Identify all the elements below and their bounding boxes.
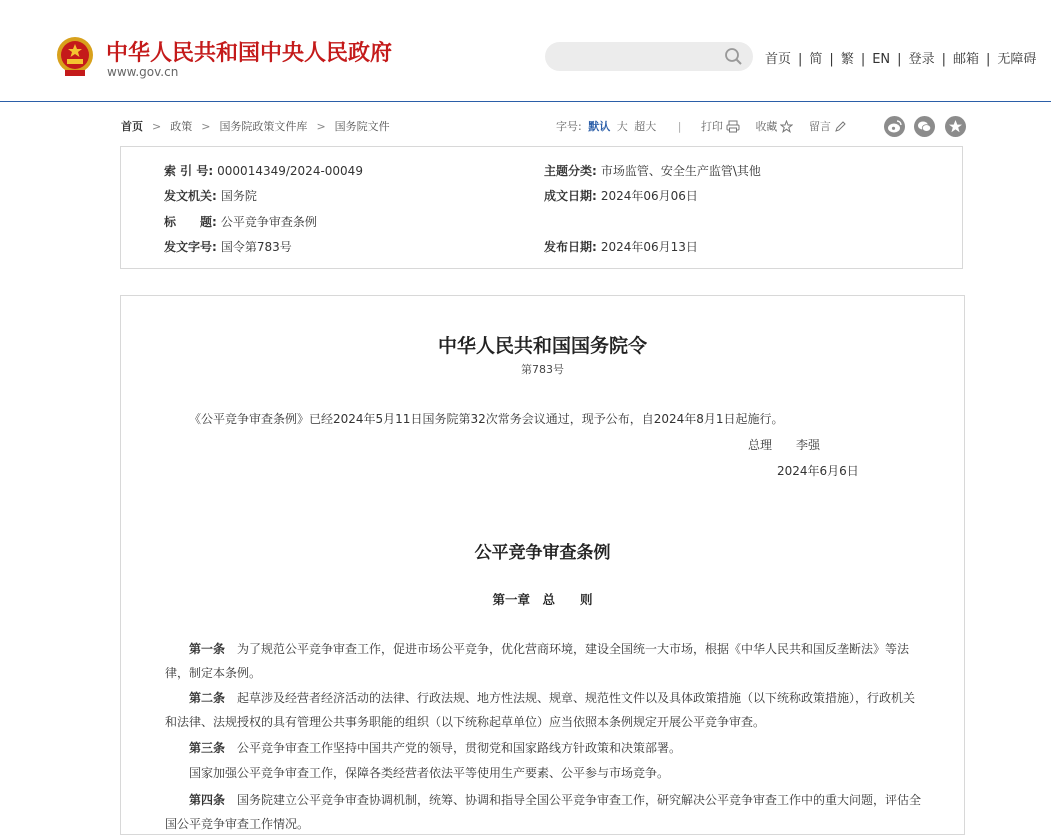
nav-separator: | [798,52,803,67]
promulgation-text: 《公平竞争审查条例》已经2024年5月11日国务院第32次常务会议通过，现予公布，自2024年8月1日起施行。 [189,412,784,426]
font-size-xlarge[interactable]: 超大 [634,120,657,133]
meta-publish-date-label: 发布日期: [544,240,597,254]
meta-issuer-label: 发文机关: [164,189,217,203]
article-text: 公平竞争审查工作坚持中国共产党的领导，贯彻党和国家路线方针政策和决策部署。 [237,741,682,755]
font-size-large[interactable]: 大 [616,120,628,133]
meta-written-date [544,187,698,204]
meta-publish-date-value: 2024年06月13日 [600,240,698,254]
article-text: 国务院建立公平竞争审查协调机制，统筹、协调和指导全国公平竞争审查工作，研究解决公平竞争审查工作中的重大问题，评估全国公平竞争审查工作情况。 [165,793,922,831]
meta-issuer [164,187,257,204]
breadcrumb-policy-library[interactable]: 国务院政策文件库 [219,120,308,133]
article-paragraph [165,736,925,760]
nav-accessibility[interactable]: 无障碍 [997,52,1037,67]
order-title: 中华人民共和国国务院令 [437,335,647,357]
signer: 总理 李强 [748,438,821,452]
regulation-title: 公平竞争审查条例 [474,543,611,563]
meta-category [544,162,761,179]
favorite-label: 收藏 [755,120,778,133]
article-paragraph [165,761,925,785]
article-paragraph [165,637,925,685]
meta-doc-number-label: 发文字号: [164,240,217,254]
nav-login[interactable]: 登录 [908,52,935,67]
chevron-right-icon: > [201,120,211,133]
nav-separator: | [897,52,902,67]
font-size-label: 字号: [556,120,582,133]
comment-button[interactable] [809,120,846,133]
nav-home[interactable]: 首页 [765,52,792,67]
breadcrumb-policy[interactable]: 政策 [170,120,193,133]
nav-separator: | [985,52,991,67]
breadcrumb-bar [0,102,1051,146]
order-number: 第783号 [521,363,564,376]
article-paragraph [165,686,925,734]
breadcrumb-home[interactable]: 首页 [121,120,143,133]
meta-title-value: 公平竞争审查条例 [220,215,317,229]
chapter-title: 第一章 总 则 [492,592,593,607]
meta-category-value: 市场监管、安全生产监管\其他 [600,164,761,178]
article-paragraph [165,788,925,836]
wechat-share-icon[interactable] [914,116,935,137]
print-label: 打印 [700,120,723,133]
meta-index-label: 索 引 号: [164,164,214,178]
font-size-default[interactable]: 默认 [588,120,611,133]
pencil-icon [834,121,846,133]
meta-written-date-value: 2024年06月06日 [600,189,698,203]
meta-publish-date [544,238,698,255]
search-icon[interactable] [724,47,743,66]
nav-mail[interactable]: 邮箱 [952,52,979,67]
article-number: 第三条 [189,741,226,755]
document-meta-box [120,146,963,269]
favorite-button[interactable] [755,120,793,133]
chevron-right-icon: > [316,120,326,133]
article-number: 第二条 [189,691,226,705]
nav-traditional[interactable]: 繁 [840,52,854,67]
site-title[interactable]: 中华人民共和国中央人民政府 [106,41,393,66]
tools-divider: | [677,120,682,133]
national-emblem-icon[interactable] [55,36,95,78]
nav-separator: | [941,52,946,67]
search-input[interactable] [545,42,753,71]
meta-title [164,213,317,230]
sign-date: 2024年6月6日 [777,464,859,478]
printer-icon [726,120,740,133]
weibo-share-icon[interactable] [884,116,905,137]
article-text: 起草涉及经营者经济活动的法律、行政法规、地方性法规、规章、规范性文件以及具体政策措施（以下统称政策措施），行政机关和法律、法规授权的具有管理公共事务职能的组织（以下统称起草单位）应当依照本条例规定开展公平竞争审查。 [165,691,916,729]
nav-simplified[interactable]: 简 [809,52,823,67]
article-tools [556,118,858,134]
site-url[interactable]: www.gov.cn [107,65,179,79]
nav-separator: | [829,52,834,67]
site-header [0,0,1051,102]
meta-issuer-value: 国务院 [220,189,257,203]
article-number: 第四条 [189,793,226,807]
breadcrumb-state-council-docs[interactable]: 国务院文件 [334,120,390,133]
article-body [120,295,965,835]
meta-category-label: 主题分类: [544,164,597,178]
meta-index [164,162,363,179]
meta-index-value: 000014349/2024-00049 [217,164,363,178]
chevron-right-icon: > [152,120,162,133]
article-number: 第一条 [189,642,226,656]
meta-title-label: 标 题: [164,215,217,229]
breadcrumb [121,118,390,134]
article-text: 国家加强公平竞争审查工作，保障各类经营者依法平等使用生产要素、公平参与市场竞争。 [189,766,670,780]
nav-english[interactable]: EN [872,52,891,67]
nav-separator: | [860,52,866,67]
meta-doc-number-value: 国令第783号 [220,240,292,254]
star-icon [780,120,793,133]
comment-label: 留言 [808,120,831,133]
print-button[interactable] [701,120,740,133]
meta-written-date-label: 成文日期: [544,189,597,203]
favorite-share-icon[interactable] [945,116,966,137]
top-navigation [765,48,1036,67]
article-text: 为了规范公平竞争审查工作，促进市场公平竞争，优化营商环境，建设全国统一大市场，根据《中华人民共和国反垄断法》等法律，制定本条例。 [165,642,910,680]
meta-doc-number [164,238,292,255]
